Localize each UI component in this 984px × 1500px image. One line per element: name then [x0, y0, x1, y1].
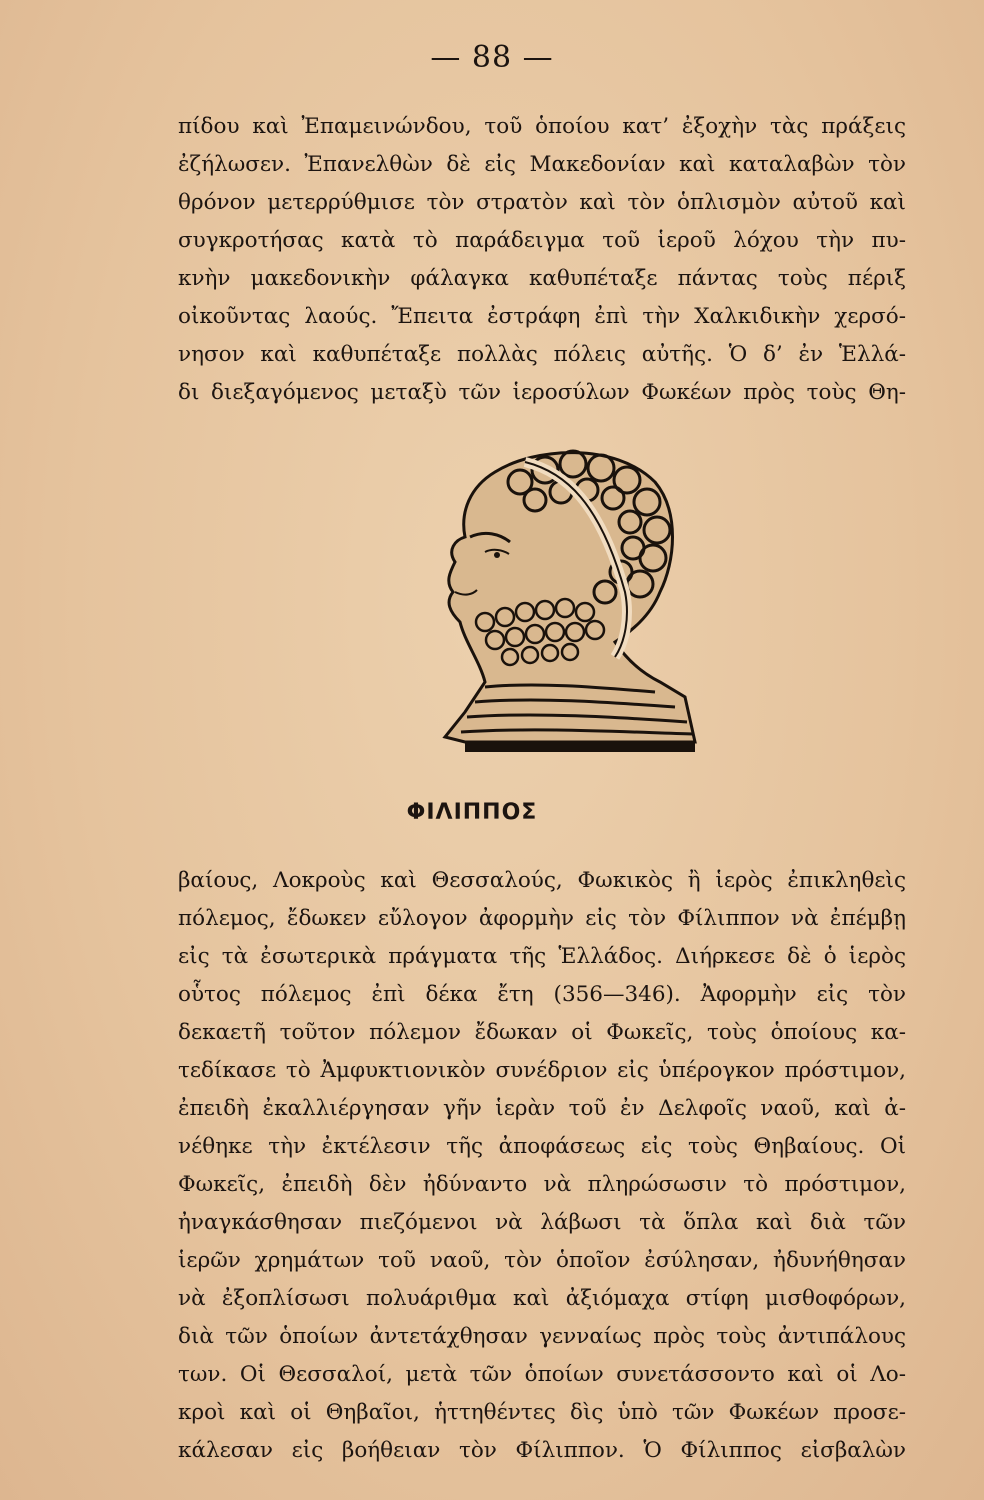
- text-line: οὗτος πόλεμος ἐπὶ δέκα ἔτη (356—346). Ἀφορμὴν εἰς τὸν: [178, 982, 906, 1007]
- text-line: ἐπειδὴ ἐκαλλιέργησαν γῆν ἱερὰν τοῦ ἐν Δελφοῖς ναοῦ, καὶ ἀ-: [178, 1096, 906, 1121]
- text-line: πόλεμος, ἔδωκεν εὔλογον ἀφορμὴν εἰς τὸν Φίλιππον νὰ ἐπέμβῃ: [178, 906, 906, 931]
- philip-portrait-engraving: [425, 442, 725, 777]
- text-line: κνὴν μακεδονικὴν φάλαγκα καθυπέταξε πάντας τοὺς πέριξ: [178, 266, 906, 291]
- text-line: νέθηκε τὴν ἐκτέλεσιν τῆς ἀποφάσεως εἰς τοὺς Θηβαίους. Οἱ: [178, 1134, 906, 1159]
- text-line: ἠναγκάσθησαν πιεζόμενοι νὰ λάβωσι τὰ ὅπλα καὶ διὰ τῶν: [178, 1210, 906, 1235]
- text-line: συγκροτήσας κατὰ τὸ παράδειγμα τοῦ ἱεροῦ λόχου τὴν πυ-: [178, 228, 906, 253]
- text-line: κροὶ καὶ οἱ Θηβαῖοι, ἡττηθέντες δὶς ὑπὸ τῶν Φωκέων προσε-: [178, 1400, 906, 1425]
- text-line: δεκαετῆ τοῦτον πόλεμον ἔδωκαν οἱ Φωκεῖς, τοὺς ὁποίους κα-: [178, 1020, 906, 1045]
- text-line: πίδου καὶ Ἐπαμεινώνδου, τοῦ ὁποίου κατ’ ἐξοχὴν τὰς πράξεις: [178, 114, 906, 139]
- text-line: κάλεσαν εἰς βοήθειαν τὸν Φίλιππον. Ὁ Φίλιππος εἰσβαλὼν: [178, 1438, 906, 1463]
- portrait-caption: ΦΙΛΙΠΠΟΣ: [406, 800, 538, 825]
- text-line: Φωκεῖς, ἐπειδὴ δὲν ἠδύναντο νὰ πληρώσωσιν τὸ πρόστιμον,: [178, 1172, 906, 1197]
- text-line: νὰ ἐξοπλίσωσι πολυάριθμα καὶ ἀξιόμαχα στίφη μισθοφόρων,: [178, 1286, 906, 1311]
- top-paragraph: [178, 108, 906, 412]
- text-line: θρόνον μετερρύθμισε τὸν στρατὸν καὶ τὸν ὁπλισμὸν αὐτοῦ καὶ: [178, 190, 906, 215]
- text-line: δι διεξαγόμενος μεταξὺ τῶν ἱεροσύλων Φωκέων πρὸς τοὺς Θη-: [178, 380, 906, 405]
- text-line: οἰκοῦντας λαούς. Ἔπειτα ἐστράφη ἐπὶ τὴν Χαλκιδικὴν χερσό-: [178, 304, 906, 329]
- text-line: των. Οἱ Θεσσαλοί, μετὰ τῶν ὁποίων συνετάσσοντο καὶ οἱ Λο-: [178, 1362, 906, 1387]
- text-line: βαίους, Λοκροὺς καὶ Θεσσαλούς, Φωκικὸς ἢ ἱερὸς ἐπικληθεὶς: [178, 868, 906, 893]
- page-number: — 88 —: [430, 40, 554, 75]
- text-line: εἰς τὰ ἐσωτερικὰ πράγματα τῆς Ἑλλάδος. Διήρκεσε δὲ ὁ ἱερὸς: [178, 944, 906, 969]
- text-line: ἐζήλωσεν. Ἐπανελθὼν δὲ εἰς Μακεδονίαν καὶ καταλαβὼν τὸν: [178, 152, 906, 177]
- bottom-paragraph: [178, 862, 906, 1470]
- text-line: διὰ τῶν ὁποίων ἀντετάχθησαν γενναίως πρὸς τοὺς ἀντιπάλους: [178, 1324, 906, 1349]
- text-line: νησον καὶ καθυπέταξε πολλὰς πόλεις αὐτῆς. Ὁ δ’ ἐν Ἑλλά-: [178, 342, 906, 367]
- text-line: τεδίκασε τὸ Ἀμφυκτιονικὸν συνέδριον εἰς ὑπέρογκον πρόστιμον,: [178, 1058, 906, 1083]
- text-line: ἱερῶν χρημάτων τοῦ ναοῦ, τὸν ὁποῖον ἐσύλησαν, ἠδυνήθησαν: [178, 1248, 906, 1273]
